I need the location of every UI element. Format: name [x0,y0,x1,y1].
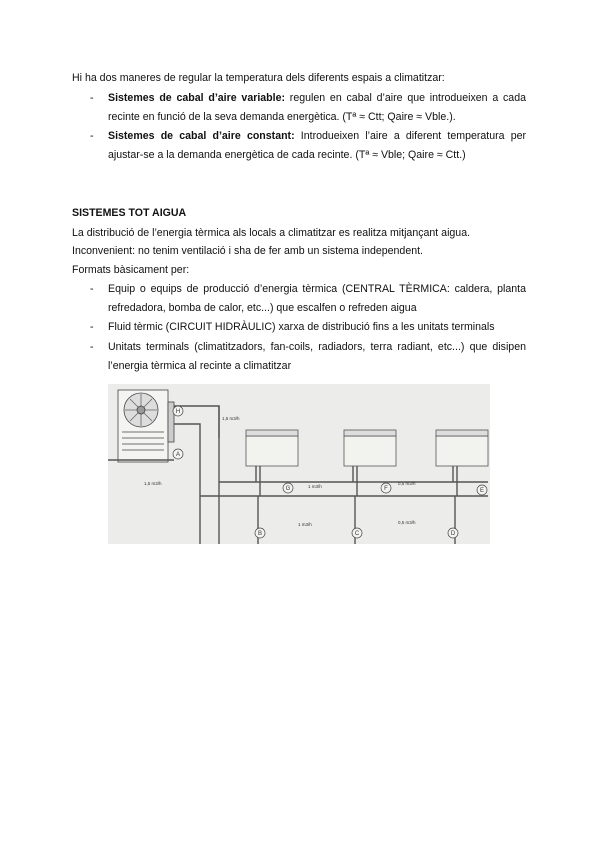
list-item-terminals: Unitats terminals (climatitzadors, fan-coils, radiadors, terra radiant, etc...) que disipen l’energia tèrmica al recinte a climatitzar [108,341,526,372]
item-text: Introdueixen l’aire a diferent temperatura per ajustar-se a la demanda energètica de cada recinte. (Tª ≈ Vble; Qaire ≈ Ctt.) [108,130,527,161]
flow-label: 0,5 m3/h [398,520,416,525]
flow-label: 1,5 m3/h [144,481,162,486]
list-item-production: Equip o equips de producció d’energia tèrmica (CENTRAL TÈRMICA: caldera, planta refredadora, bomba de calor, etc...) que escalfen o refreden aigua [108,283,526,314]
item-term: Sistemes de cabal d’aire constant: [108,130,295,142]
flow-label: 1,5 m3/h [222,416,240,421]
paragraph-components: Formats bàsicament per: [72,264,190,276]
paragraph-drawback: Inconvenient: no tenim ventilació i sha de fer amb un sistema independent. [72,245,423,257]
marker-b: B [257,531,263,537]
list-bullet: - [90,341,94,353]
marker-d: D [450,531,456,537]
marker-e: E [479,488,485,494]
flow-label: 1 m3/h [298,522,312,527]
list-bullet: - [90,321,94,333]
list-item-variable-air [108,89,526,127]
item-term: Sistemes de cabal d’aire variable: [108,92,285,104]
list-item-circuit: Fluid tèrmic (CIRCUIT HIDRÀULIC) xarxa de distribució fins a les unitats terminals [108,321,495,333]
flow-label: 0,5 m3/h [398,481,416,486]
list-bullet: - [90,283,94,295]
item-text: regulen en cabal d’aire que introdueixen a cada recinte en funció de la seva demanda energètica. (Tª ≈ Ctt; Qaire ≈ Vble.). [108,92,526,123]
hydraulic-circuit-diagram [108,384,490,544]
paragraph-distribution: La distribució de l’energia tèrmica als locals a climatitzar es realitza mitjançant aigua. [72,227,471,239]
list-bullet: - [90,130,94,142]
marker-h: H [175,409,181,415]
marker-a: A [175,452,181,458]
marker-g: G [285,486,291,492]
heat-pump-unit [118,390,174,462]
marker-c: C [354,531,360,537]
list-bullet: - [90,92,94,104]
marker-f: F [384,486,388,492]
flow-label: 1 m3/h [308,484,322,489]
intro-text: Hi ha dos maneres de regular la temperatura dels diferents espais a climatitzar: [72,72,445,84]
list-item-constant-air [108,127,526,165]
terminal-units [246,430,488,466]
section-heading: SISTEMES TOT AIGUA [72,207,187,219]
